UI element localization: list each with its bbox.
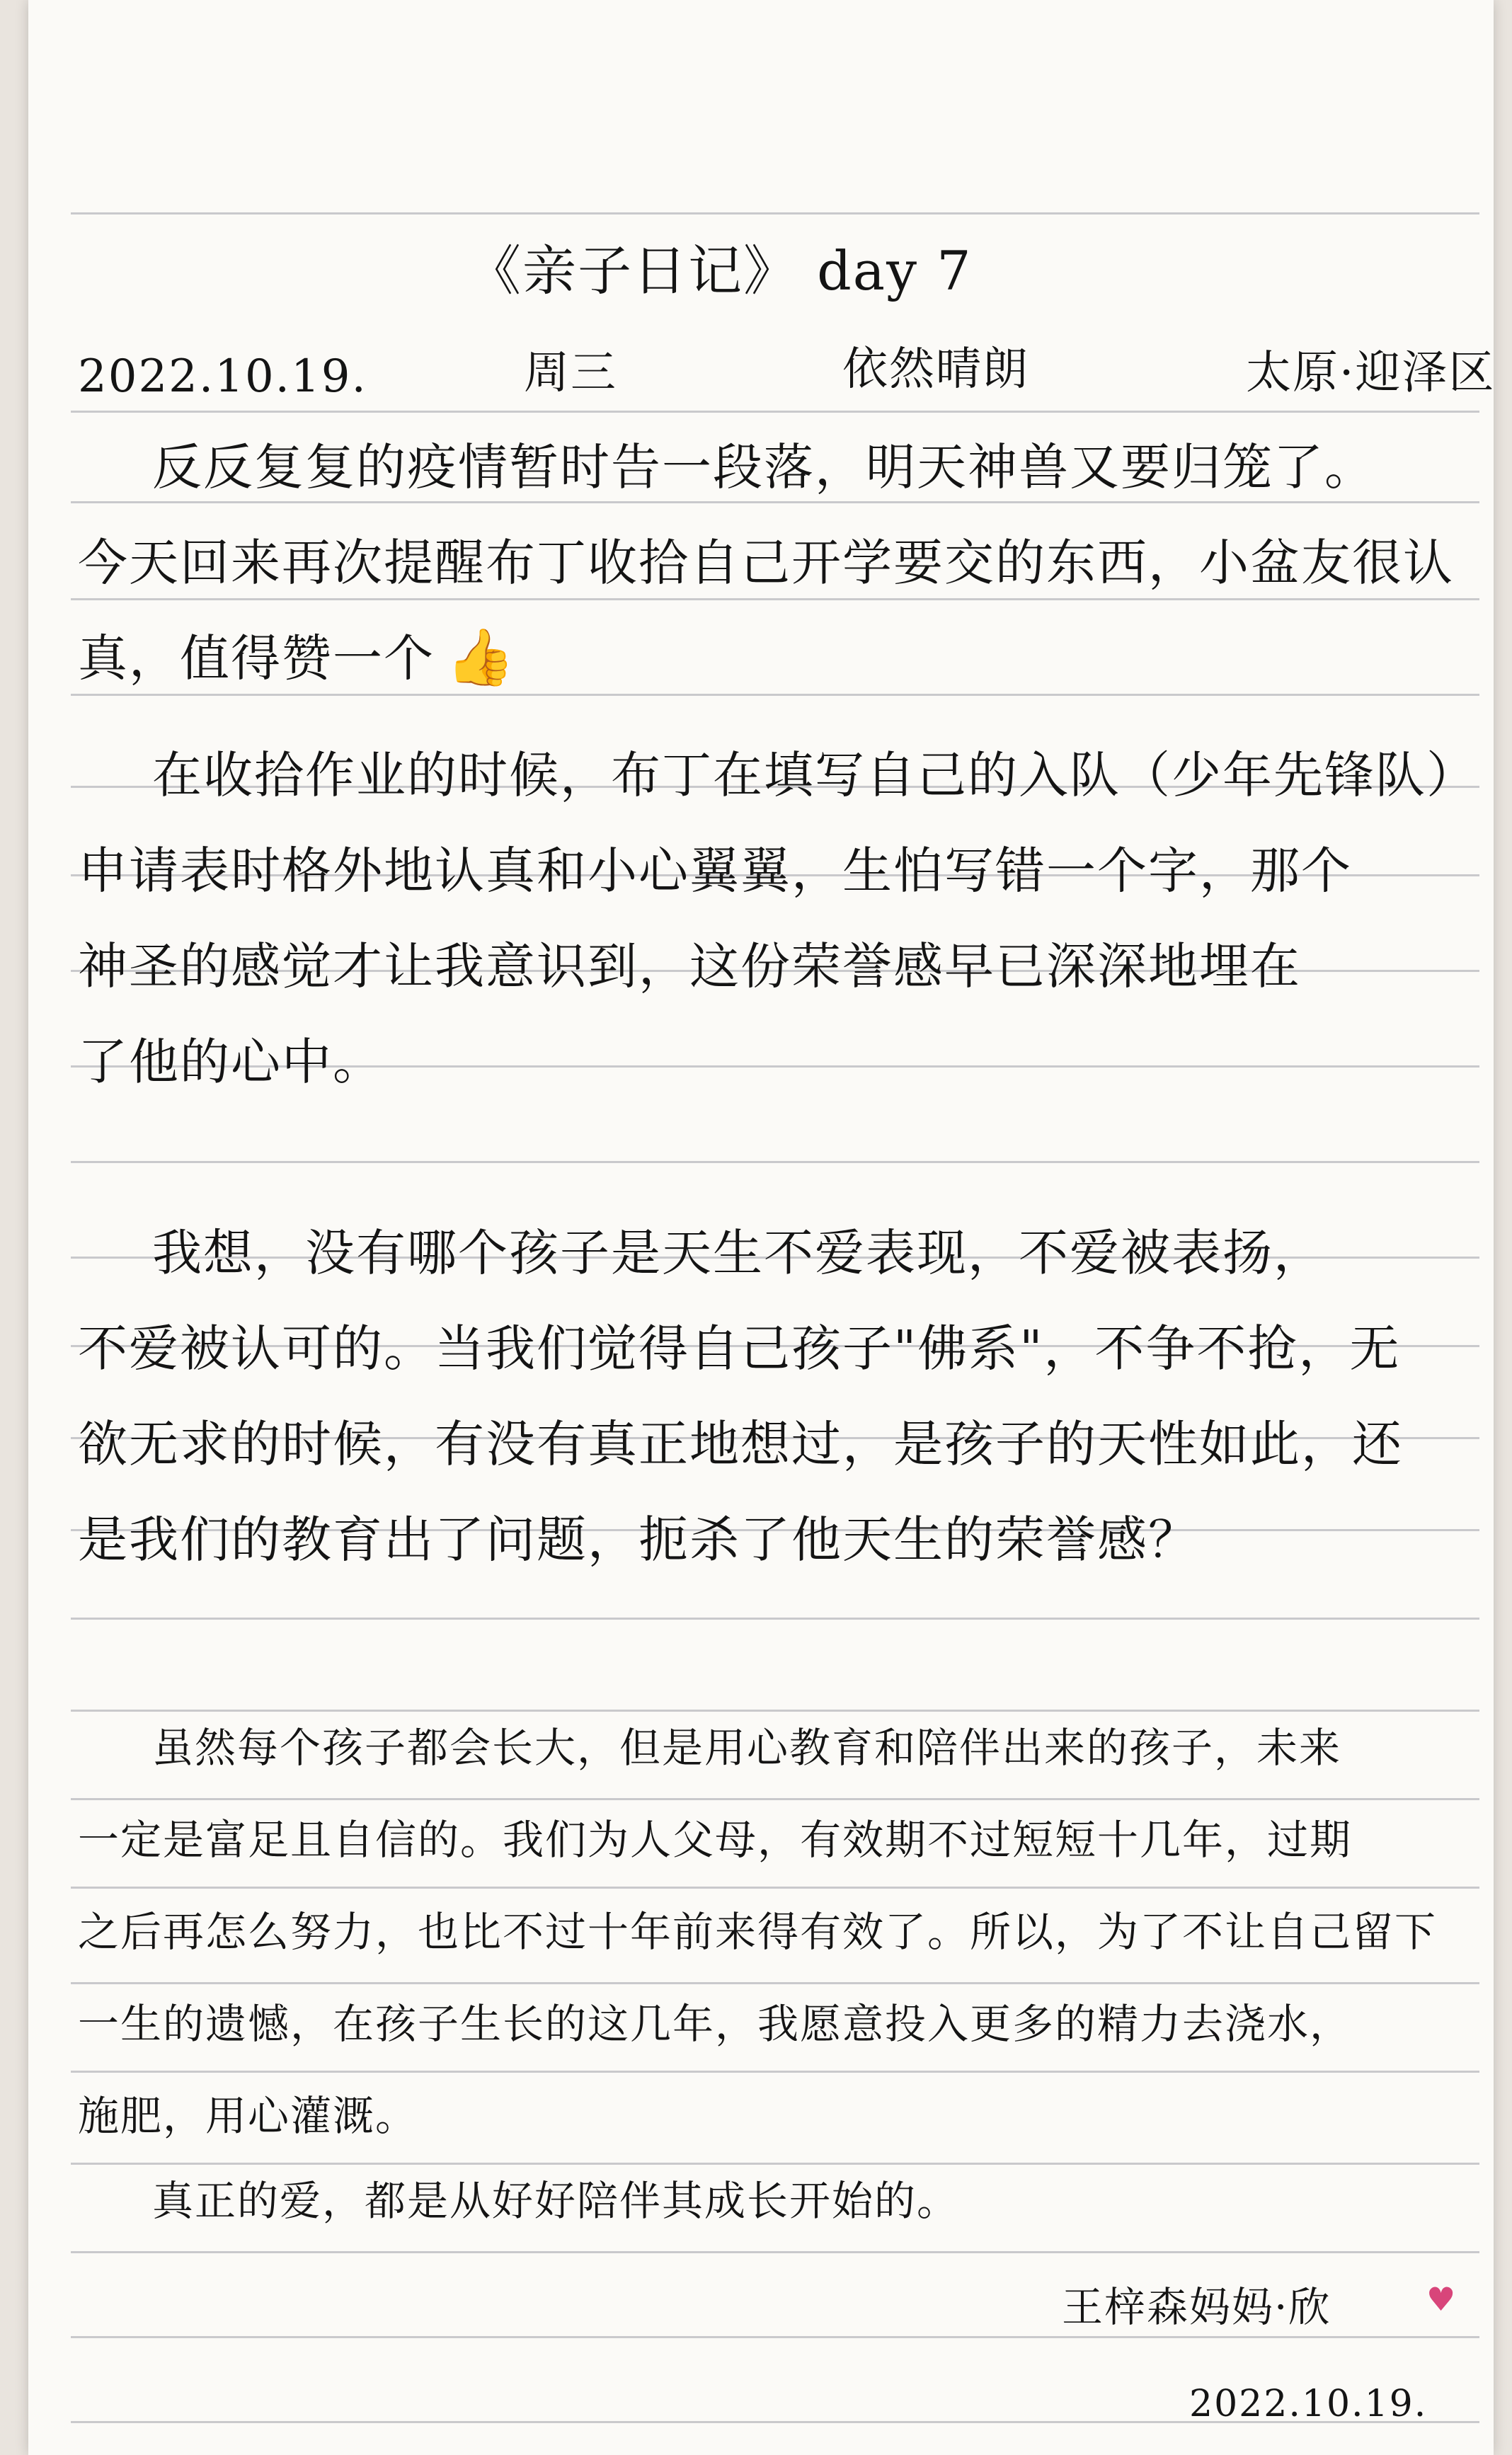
body-line: 虽然每个孩子都会长大，但是用心教育和陪伴出来的孩子，未来 bbox=[152, 1724, 1342, 1772]
body-line: 今天回来再次提醒布丁收拾自己开学要交的东西，小盆友很认 bbox=[78, 534, 1454, 592]
notebook-page bbox=[28, 0, 1494, 2455]
thumbs-up-icon: 👍 bbox=[446, 626, 515, 689]
diary-location: 太原·迎泽区 bbox=[1246, 347, 1496, 399]
body-line: 反反复复的疫情暂时告一段落，明天神兽又要归笼了。 bbox=[152, 438, 1375, 496]
body-line: 我想，没有哪个孩子是天生不爱表现，不爱被表扬， bbox=[152, 1224, 1324, 1282]
diary-weekday: 周三 bbox=[524, 347, 617, 399]
heart-icon: ♥ bbox=[1426, 2280, 1456, 2318]
body-line: 之后再怎么努力，也比不过十年前来得有效了。所以，为了不让自己留下 bbox=[78, 1908, 1438, 1956]
body-line: 了他的心中。 bbox=[78, 1033, 384, 1091]
ruled-line bbox=[71, 2163, 1479, 2165]
ruled-line bbox=[71, 694, 1479, 696]
ruled-line bbox=[71, 1618, 1479, 1620]
body-line: 真正的爱，都是从好好陪伴其成长开始的。 bbox=[152, 2177, 960, 2225]
ruled-line bbox=[71, 411, 1479, 413]
body-line: 一生的遗憾，在孩子生长的这几年，我愿意投入更多的精力去浇水， bbox=[78, 2000, 1353, 2048]
body-line: 真，值得赞一个 bbox=[78, 629, 435, 687]
body-line: 不爱被认可的。当我们觉得自己孩子"佛系"，不争不抢，无 bbox=[78, 1320, 1401, 1378]
ruled-line bbox=[71, 1710, 1479, 1712]
diary-weather: 依然晴朗 bbox=[842, 343, 1029, 396]
body-line: 在收拾作业的时候，布丁在填写自己的入队（少年先锋队） bbox=[152, 746, 1477, 804]
body-line: 施肥，用心灌溉。 bbox=[78, 2092, 418, 2140]
signature-date: 2022.10.19. bbox=[1189, 2383, 1428, 2425]
diary-title: 《亲子日记》 day 7 bbox=[467, 239, 973, 302]
ruled-line bbox=[71, 1161, 1479, 1163]
ruled-line bbox=[71, 1798, 1479, 1800]
ruled-line bbox=[71, 212, 1479, 214]
ruled-line bbox=[71, 501, 1479, 503]
body-line: 申请表时格外地认真和小心翼翼，生怕写错一个字，那个 bbox=[78, 842, 1352, 900]
ruled-line bbox=[71, 2336, 1479, 2338]
body-line: 神圣的感觉才让我意识到，这份荣誉感早已深深地埋在 bbox=[78, 937, 1301, 995]
ruled-line bbox=[71, 1982, 1479, 1984]
signature-name: 王梓森妈妈·欣 bbox=[1062, 2283, 1331, 2331]
ruled-line bbox=[71, 2071, 1479, 2073]
ruled-line bbox=[71, 1887, 1479, 1889]
body-line: 欲无求的时候，有没有真正地想过，是孩子的天性如此，还 bbox=[78, 1415, 1403, 1473]
ruled-line bbox=[71, 598, 1479, 600]
body-line: 一定是富足且自信的。我们为人父母，有效期不过短短十几年，过期 bbox=[78, 1816, 1353, 1864]
ruled-line bbox=[71, 2251, 1479, 2253]
diary-date: 2022.10.19. bbox=[78, 350, 367, 403]
body-line: 是我们的教育出了问题，扼杀了他天生的荣誉感？ bbox=[78, 1511, 1199, 1569]
